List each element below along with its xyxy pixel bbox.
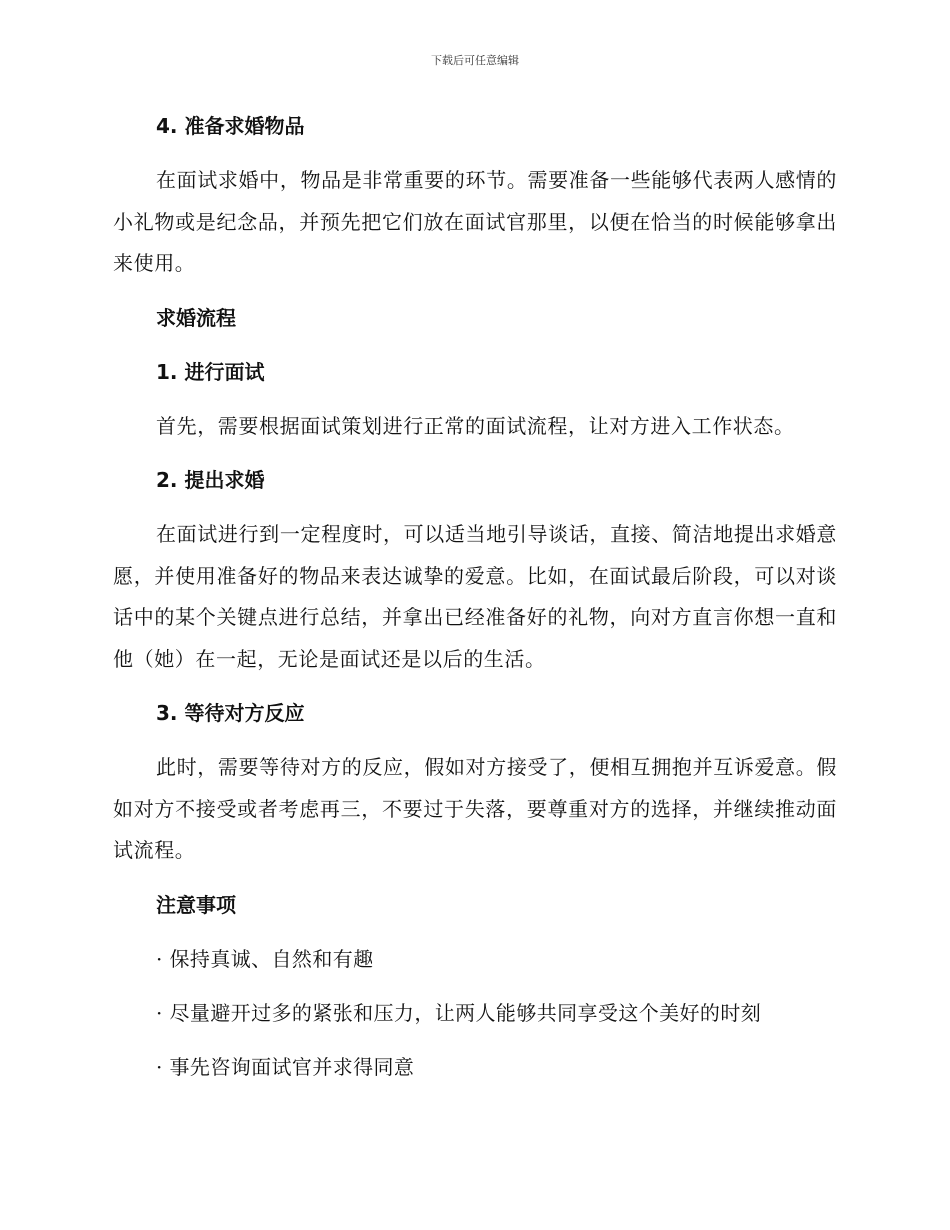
spacer <box>113 980 837 993</box>
bullet-item: · 保持真诚、自然和有趣 <box>156 946 374 971</box>
page-header: 下载后可任意编辑 <box>431 54 519 67</box>
paragraph-wait-response: 此时，需要等待对方的反应，假如对方接受了，便相互拥抱并互诉爱意。假如对方不接受或者考虑再三，不要过于失落，要尊重对方的选择，并继续推动面试流程。 <box>113 755 837 862</box>
spacer <box>113 680 837 693</box>
spacer <box>113 339 837 352</box>
step-heading-interview: 1. 进行面试 <box>156 359 265 384</box>
spacer <box>113 926 837 939</box>
spacer <box>113 872 837 885</box>
section-heading-process: 求婚流程 <box>156 305 236 330</box>
spacer <box>113 447 837 460</box>
spacer <box>113 147 837 160</box>
spacer <box>113 501 837 514</box>
paragraph-prepare-items: 在面试求婚中，物品是非常重要的环节。需要准备一些能够代表两人感情的小礼物或是纪念品，并预先把它们放在面试官那里，以便在恰当的时候能够拿出来使用。 <box>113 168 837 275</box>
bullet-item: · 事先咨询面试官并求得同意 <box>156 1054 415 1079</box>
section-heading-prepare-items: 4. 准备求婚物品 <box>156 114 305 138</box>
section-heading-notes: 注意事项 <box>156 892 236 917</box>
bullet-item: · 尽量避开过多的紧张和压力，让两人能够共同享受这个美好的时刻 <box>156 1000 762 1025</box>
spacer <box>113 393 837 406</box>
spacer <box>113 734 837 747</box>
document-body <box>113 106 837 1088</box>
paragraph-interview: 首先，需要根据面试策划进行正常的面试流程，让对方进入工作状态。 <box>156 413 795 438</box>
paragraph-propose: 在面试进行到一定程度时，可以适当地引导谈话，直接、简洁地提出求婚意愿，并使用准备好的物品来表达诚挚的爱意。比如，在面试最后阶段，可以对谈话中的某个关键点进行总结，并拿出已经准备好的礼物，向对方直言你想一直和他（她）在一起，无论是面试还是以后的生活。 <box>113 522 837 671</box>
step-heading-propose: 2. 提出求婚 <box>156 468 265 492</box>
spacer <box>113 285 837 298</box>
spacer <box>113 1034 837 1047</box>
step-heading-wait-response: 3. 等待对方反应 <box>156 701 305 725</box>
